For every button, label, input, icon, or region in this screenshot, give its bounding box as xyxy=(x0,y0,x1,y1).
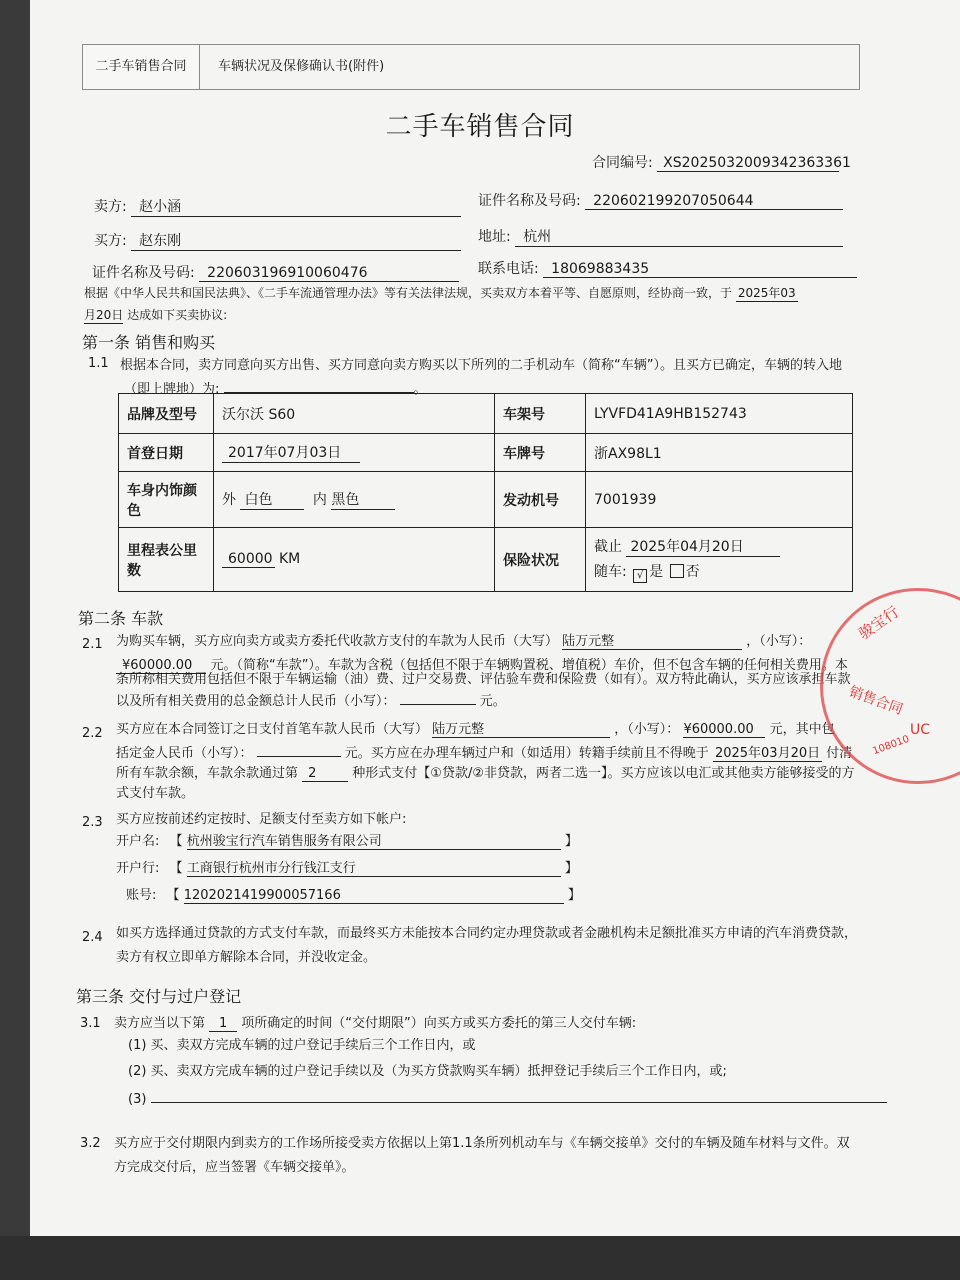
brand-label: 品牌及型号 xyxy=(119,394,214,434)
first-payment-cn: 陆万元整 xyxy=(432,718,610,738)
payment-method: 2 xyxy=(302,766,348,782)
plate-label: 车牌号 xyxy=(495,434,586,472)
plate-value: 浙AX98L1 xyxy=(586,434,853,472)
vehicle-info-table xyxy=(118,393,853,592)
clause-3-2-line2: 方完成交付后，应当签署《车辆交接单》。 xyxy=(114,1160,355,1175)
engine-value: 7001939 xyxy=(586,472,853,528)
mileage-label-a: 里程表公里 xyxy=(127,542,197,559)
total-amount: ¥60000.00 xyxy=(116,658,206,674)
bracket-close-2: 】 xyxy=(564,861,578,876)
mileage-value: 60000 xyxy=(222,551,275,568)
article-3-heading: 第三条 交付与过户登记 xyxy=(76,987,242,1006)
vin-value: LYVFD41A9HB152743 xyxy=(586,394,853,434)
clause-3-1-text-a: 卖方应当以下第 xyxy=(114,1016,206,1031)
seal-text-3: UC xyxy=(910,722,931,738)
clause-2-1-line1 xyxy=(116,630,811,650)
buyer-row xyxy=(94,230,461,251)
delivery-option-3 xyxy=(128,1092,887,1107)
contract-no-label: 合同编号: xyxy=(592,155,653,171)
seal-code: 108010 xyxy=(871,733,911,758)
buyer-label: 买方: xyxy=(94,233,127,249)
yes-label: 是 xyxy=(649,564,664,580)
phone: 18069883435 xyxy=(543,261,857,278)
seller-id-row xyxy=(478,190,843,210)
article-2-heading: 第二条 车款 xyxy=(78,609,164,628)
contract-no: XS2025032009342363361 xyxy=(657,155,839,172)
bank-row xyxy=(116,857,578,877)
no-label: 否 xyxy=(685,564,700,580)
clause-2-1-text-a: 为购买车辆，买方应向卖方或卖方委托代收款方支付的车款为人民币（大写） xyxy=(116,634,559,649)
clause-3-1-line1 xyxy=(114,1012,636,1032)
bracket-open-3: 【 xyxy=(166,888,180,903)
clause-2-2-text-e: 付清 xyxy=(826,746,853,761)
bracket-close-1: 】 xyxy=(564,834,578,849)
clause-2-2-line2 xyxy=(116,742,852,762)
bracket-close-3: 】 xyxy=(567,888,581,903)
mileage-label-b: 数 xyxy=(127,562,141,579)
tab-sales-contract[interactable]: 二手车销售合同 xyxy=(83,45,200,89)
reg-date-cell xyxy=(214,434,495,472)
buyer-id: 220603196910060476 xyxy=(199,265,459,282)
preamble-date-b: 月20日 xyxy=(84,308,124,322)
delivery-option-3-field xyxy=(151,1102,887,1103)
clause-1-1-text: 根据本合同，卖方同意向买方出售、买方同意向卖方购买以下所列的二手机动车（简称“车辆”）。且买方已确定，车辆的转入地 xyxy=(120,358,842,373)
exterior-prefix: 外 xyxy=(222,492,236,508)
clause-2-2-no: 2.2 xyxy=(82,726,103,741)
clause-2-4-line1: 如买方选择通过贷款的方式支付车款，而最终买方未能按本合同约定办理贷款或者金融机构未足额批准买方申请的汽车消费贷款， xyxy=(116,926,858,941)
clause-2-1-text-e: 元。 xyxy=(479,694,506,709)
insurance-follow-row xyxy=(594,561,844,583)
address: 杭州 xyxy=(515,226,843,247)
delivery-option: 1 xyxy=(209,1016,237,1032)
clause-3-2-line1: 买方应于交付期限内到卖方的工作场所接受卖方依据以上第1.1条所列机动车与《车辆交接单》交付的车辆及随车材料与文件。双 xyxy=(114,1136,850,1151)
no-checkbox[interactable] xyxy=(670,564,684,578)
insurance-follow-label: 随车: xyxy=(594,564,627,580)
preamble-text: 根据《中华人民共和国民法典》、《二手车流通管理办法》等有关法律法规，买卖双方本着平等、自愿原则，经协商一致，于 xyxy=(84,286,733,300)
delivery-option-3-label: (3) xyxy=(128,1092,147,1107)
mileage-cell xyxy=(214,528,495,592)
color-label xyxy=(119,472,214,528)
first-payment: ¥60000.00 xyxy=(683,722,765,738)
buyer-id-label: 证件名称及号码: xyxy=(92,265,195,281)
bracket-open-2: 【 xyxy=(169,861,183,876)
clause-2-2-text-c: 括定金人民币（小写）： xyxy=(116,746,253,761)
account-name-label: 开户名: xyxy=(116,834,160,849)
clause-2-2-text-g: 种形式支付【①贷款/②非贷款，两者二选一】。买方应该以电汇或其他卖方能够接受的方 xyxy=(352,766,855,781)
insurance-until-label: 截止 xyxy=(594,539,622,555)
phone-label: 联系电话: xyxy=(478,261,539,277)
clause-1-1-no: 1.1 xyxy=(88,356,109,371)
contract-no-row xyxy=(592,152,851,172)
delivery-option-1: (1) 买、卖双方完成车辆的过户登记手续后三个工作日内，或 xyxy=(128,1038,476,1053)
brand-value: 沃尔沃 S60 xyxy=(214,394,495,434)
insurance-cell xyxy=(586,528,853,592)
bank-label: 开户行: xyxy=(116,861,160,876)
bracket-open-1: 【 xyxy=(169,834,183,849)
clause-2-1-text-b: 元。（简称“车款”）。车款为含税（包括但不限于车辆购置税、增值税）车价，但不包含车辆的任何相关费用。本 xyxy=(210,658,848,673)
clause-2-4-line2: 卖方有权立即单方解除本合同，并没收定金。 xyxy=(116,950,377,965)
clause-2-3-text: 买方应按前述约定按时、足额支付至卖方如下帐户: xyxy=(116,812,407,827)
clause-3-2-no: 3.2 xyxy=(80,1136,101,1151)
clause-1-1-text-2: （即上牌地）为: 。 xyxy=(124,382,427,397)
interior-prefix: 内 xyxy=(312,492,327,508)
clause-2-2-line1 xyxy=(116,718,835,738)
seal-text-1: 骏宝行 xyxy=(855,602,903,644)
delivery-option-2: (2) 买、卖双方完成车辆的过户登记手续以及（为买方贷款购买车辆）抵押登记手续后三个工作日内，或; xyxy=(128,1064,727,1079)
color-label-b: 色 xyxy=(127,502,141,519)
document-tabs xyxy=(82,44,860,90)
document-title: 二手车销售合同 xyxy=(385,112,575,142)
insurance-label: 保险状况 xyxy=(495,528,586,592)
preamble-line2 xyxy=(84,306,227,324)
yes-checkbox[interactable]: √ xyxy=(633,569,647,583)
clause-2-1-line4 xyxy=(116,690,506,709)
balance-deadline: 2025年03月20日 xyxy=(713,742,822,762)
total-amount-cn: 陆万元整 xyxy=(562,630,742,650)
clause-2-2-text-d: 元。买方应在办理车辆过户和（如适用）转籍手续前且不得晚于 xyxy=(344,746,709,761)
insurance-until: 2025年04月20日 xyxy=(626,536,780,557)
total-fees-field xyxy=(400,704,476,705)
buyer-name: 赵东刚 xyxy=(131,230,461,251)
account-no: 1202021419900057166 xyxy=(184,888,564,904)
clause-2-4-no: 2.4 xyxy=(82,930,103,945)
article-1-heading: 第一条 销售和购买 xyxy=(82,333,216,352)
interior-color: 黑色 xyxy=(331,489,395,510)
reg-date-value: 2017年07月03日 xyxy=(222,442,360,463)
exterior-color: 白色 xyxy=(240,489,304,510)
account-name: 杭州骏宝行汽车销售服务有限公司 xyxy=(187,830,561,850)
reg-date-label: 首登日期 xyxy=(119,434,214,472)
clause-2-2-line4: 式支付车款。 xyxy=(116,786,195,801)
buyer-id-row xyxy=(92,262,459,282)
preamble-line1 xyxy=(84,284,798,302)
clause-2-3-no: 2.3 xyxy=(82,815,103,830)
clause-3-1-no: 3.1 xyxy=(80,1016,101,1031)
page-edge xyxy=(0,1236,960,1280)
seller-id-label: 证件名称及号码: xyxy=(478,193,581,209)
seal-text-2: 销售合同 xyxy=(846,683,905,719)
account-no-row xyxy=(126,884,581,904)
color-cell xyxy=(214,472,495,528)
color-label-a: 车身内饰颜 xyxy=(127,482,197,499)
preamble-date-a: 2025年03 xyxy=(737,286,796,300)
clause-2-1-text-d: 以及所有相关费用的总金额总计人民币（小写）： xyxy=(116,694,396,709)
mileage-unit: KM xyxy=(279,551,301,567)
mileage-label xyxy=(119,528,214,592)
account-no-label: 账号: xyxy=(126,888,157,903)
clause-2-1-no: 2.1 xyxy=(82,637,103,652)
tab-vehicle-condition[interactable]: 车辆状况及保修确认书(附件) xyxy=(218,59,385,74)
seller-label: 卖方: xyxy=(94,199,127,215)
small-label-2: ，（小写）： xyxy=(614,722,680,737)
vin-label: 车架号 xyxy=(495,394,586,434)
clause-2-2-line3 xyxy=(116,762,855,782)
clause-2-2-text-b: 元，其中包 xyxy=(769,722,835,737)
deposit-field xyxy=(257,756,341,757)
insurance-until-row xyxy=(594,536,844,557)
engine-label: 发动机号 xyxy=(495,472,586,528)
small-label: ，（小写）： xyxy=(746,634,812,649)
bank-name: 工商银行杭州市分行钱江支行 xyxy=(187,857,561,877)
address-label: 地址: xyxy=(478,229,511,245)
clause-2-2-text-a: 买方应在本合同签订之日支付首笔车款人民币（大写） xyxy=(116,722,429,737)
seller-row xyxy=(94,196,461,217)
preamble-text-2: 达成如下买卖协议: xyxy=(127,308,228,322)
seller-id: 220602199207050644 xyxy=(585,193,843,210)
clause-2-2-text-f: 所有车款余额，车款余款通过第 xyxy=(116,766,299,781)
registration-place-label: （即上牌地）为: xyxy=(124,382,220,397)
address-row xyxy=(478,226,843,247)
clause-2-1-line3: 条所称相关费用包括但不限于车辆运输（油）费、过户交易费、评估验车费和保险费（如有）。双方特此确认，买方应该承担车款 xyxy=(116,672,851,687)
phone-row xyxy=(478,258,857,278)
seller-name: 赵小涵 xyxy=(131,196,461,217)
clause-3-1-text-b: 项所确定的时间（“交付期限”）向买方或买方委托的第三人交付车辆: xyxy=(241,1016,637,1031)
account-name-row xyxy=(116,830,578,850)
